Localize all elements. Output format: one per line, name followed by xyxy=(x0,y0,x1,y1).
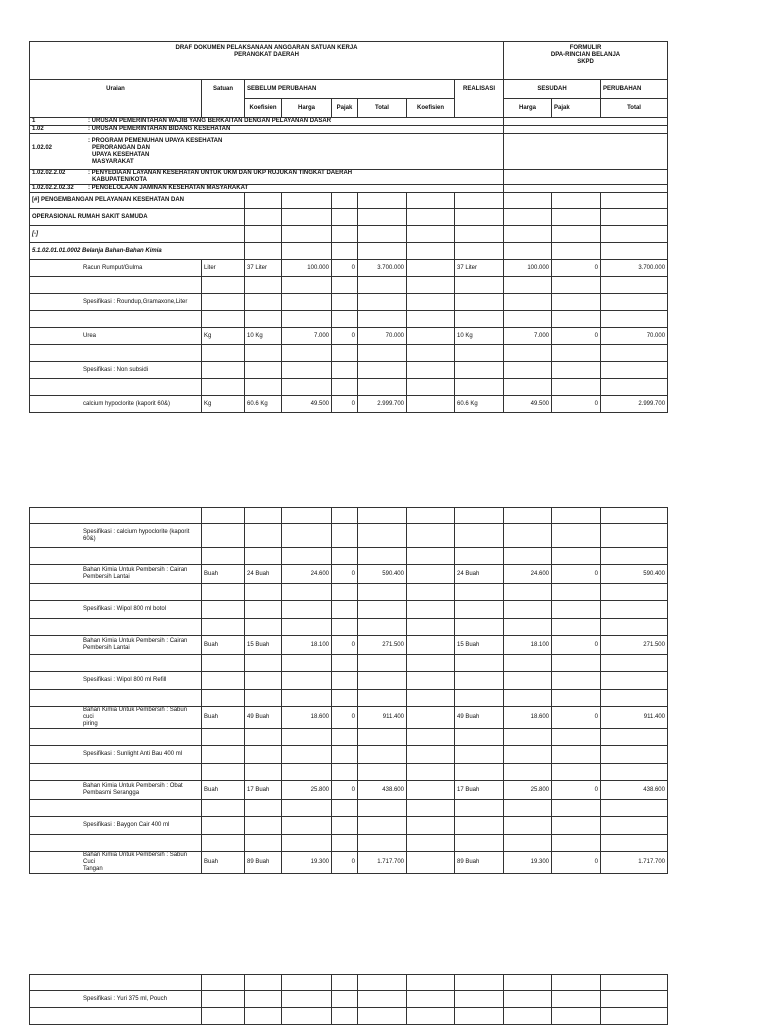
item-harga: 24.600 xyxy=(282,565,332,584)
item-spec: Spesifikasi : Yuri 375 ml, Pouch xyxy=(30,991,202,1008)
item-koef: 24 Buah xyxy=(245,565,282,584)
table-row xyxy=(30,991,668,1008)
code-desc-4: MASYARAKAT xyxy=(92,158,134,165)
item-total: 271.500 xyxy=(358,636,407,655)
item-name: Bahan Kimia Untuk Pembersih : Sabun Cuci xyxy=(83,852,188,865)
code-desc: : PROGRAM PEMENUHAN UPAYA KESEHATAN xyxy=(88,137,223,144)
table-row xyxy=(30,852,668,874)
item-total: 2.999.700 xyxy=(358,396,407,413)
item-koef-2: 49 Buah xyxy=(455,707,504,729)
item-koef-2: 24 Buah xyxy=(455,565,504,584)
item-total-2: 1.717.700 xyxy=(601,852,668,874)
subkegiatan-line1: [#] PENGEMBANGAN PELAYANAN KESEHATAN DAN xyxy=(30,193,245,209)
item-total-2: 70.000 xyxy=(601,328,668,345)
item-total: 911.400 xyxy=(358,707,407,729)
item-total-2: 438.600 xyxy=(601,781,668,800)
item-total: 3.700.000 xyxy=(358,260,407,277)
item-name-2: Pembersih Lantai xyxy=(83,645,130,651)
item-koef: 15 Buah xyxy=(245,636,282,655)
code-desc-2: KABUPATEN/KOTA xyxy=(92,177,147,183)
table-row xyxy=(30,601,668,619)
doc-title-line2: PERANGKAT DAERAH xyxy=(234,52,299,58)
item-harga-2: 18.100 xyxy=(504,636,552,655)
item-satuan: Kg xyxy=(202,328,245,345)
item-spec: Spesifikasi : calcium hypoclorite (kaporit xyxy=(83,528,190,535)
item-pajak: 0 xyxy=(332,707,358,729)
code-row xyxy=(30,170,668,185)
item-total-2: 590.400 xyxy=(601,565,668,584)
table-row xyxy=(30,636,668,655)
col-sebelum: SEBELUM PERUBAHAN xyxy=(245,80,455,99)
item-name: Bahan Kimia Untuk Pembersih : Cairan xyxy=(83,638,188,644)
doc-title-cell xyxy=(30,42,504,80)
subkegiatan-bracket: [-] xyxy=(30,226,245,243)
col-harga: Harga xyxy=(282,99,332,118)
form-title-line3: SKPD xyxy=(577,59,594,65)
code: 1.02.02.2.02.32 xyxy=(32,185,74,191)
item-harga-2: 7.000 xyxy=(504,328,552,345)
item-koef: 17 Buah xyxy=(245,781,282,800)
item-total-2: 271.500 xyxy=(601,636,668,655)
item-spec: Spesifikasi : Non subsidi xyxy=(30,362,202,379)
rincian-table-page2 xyxy=(29,507,668,874)
col-koefisien: Koefisien xyxy=(245,99,282,118)
item-pajak: 0 xyxy=(332,852,358,874)
item-satuan: Buah xyxy=(202,707,245,729)
item-name: Urea xyxy=(30,328,202,345)
item-name: Bahan Kimia Untuk Pembersih : Sabun cuci xyxy=(83,707,188,720)
code-row xyxy=(30,134,668,170)
item-koef: 60.6 Kg xyxy=(245,396,282,413)
item-name-2: Pembersih Lantai xyxy=(83,574,130,580)
item-pajak: 0 xyxy=(332,781,358,800)
col-uraian: Uraian xyxy=(30,80,202,118)
item-pajak-2: 0 xyxy=(552,781,601,800)
subkegiatan-line2: OPERASIONAL RUMAH SAKIT SAMUDA xyxy=(30,209,245,226)
item-koef: 49 Buah xyxy=(245,707,282,729)
item-pajak: 0 xyxy=(332,636,358,655)
item-name-2: Pembasmi Serangga xyxy=(83,790,140,796)
item-harga: 19.300 xyxy=(282,852,332,874)
code: 1.02.02.2.02 xyxy=(32,170,66,176)
item-pajak-2: 0 xyxy=(552,260,601,277)
item-spec: Spesifikasi : Wipol 800 ml Refill xyxy=(30,672,202,690)
item-total: 590.400 xyxy=(358,565,407,584)
form-title-line1: FORMULIR xyxy=(569,45,602,51)
item-pajak-2: 0 xyxy=(552,707,601,729)
item-koef: 89 Buah xyxy=(245,852,282,874)
item-name: calcium hypoclorite (kaporit 60&) xyxy=(30,396,202,413)
item-koef-2: 60.6 Kg xyxy=(455,396,504,413)
item-pajak-2: 0 xyxy=(552,328,601,345)
item-spec: Spesifikasi : Roundup,Gramaxone,Liter xyxy=(30,294,202,311)
item-pajak-2: 0 xyxy=(552,852,601,874)
item-harga: 7.000 xyxy=(282,328,332,345)
rincian-table-page3 xyxy=(29,974,668,1025)
item-total: 1.717.700 xyxy=(358,852,407,874)
item-pajak: 0 xyxy=(332,328,358,345)
table-row xyxy=(30,565,668,584)
item-name: Racun Rumput/Gulma xyxy=(30,260,202,277)
item-spec: Spesifikasi : Sunlight Anti Bau 400 ml xyxy=(30,746,202,764)
item-harga: 100.000 xyxy=(282,260,332,277)
item-harga: 18.100 xyxy=(282,636,332,655)
table-row xyxy=(30,746,668,764)
item-satuan: Liter xyxy=(202,260,245,277)
code-desc: : PENGELOLAAN JAMINAN KESEHATAN MASYARAKAT xyxy=(88,185,249,191)
item-pajak: 0 xyxy=(332,396,358,413)
item-total: 438.600 xyxy=(358,781,407,800)
code-row xyxy=(30,185,668,193)
item-total-2: 3.700.000 xyxy=(601,260,668,277)
item-pajak: 0 xyxy=(332,565,358,584)
code-desc-2: PERORANGAN DAN xyxy=(92,144,151,151)
col-pajak-2: Pajak xyxy=(552,99,601,118)
form-title-line2: DPA-RINCIAN BELANJA xyxy=(550,52,621,58)
item-name: Bahan Kimia Untuk Pembersih : Cairan xyxy=(83,567,188,573)
item-satuan: Buah xyxy=(202,781,245,800)
item-satuan: Kg xyxy=(202,396,245,413)
col-harga-2: Harga xyxy=(504,99,552,118)
table-row xyxy=(30,328,668,345)
item-koef: 37 Liter xyxy=(245,260,282,277)
code-desc: : URUSAN PEMERINTAHAN WAJIB YANG BERKAITAN DENGAN PELAYANAN DASAR xyxy=(88,118,332,124)
item-harga-2: 19.300 xyxy=(504,852,552,874)
item-pajak-2: 0 xyxy=(552,396,601,413)
table-row xyxy=(30,396,668,413)
item-satuan: Buah xyxy=(202,565,245,584)
item-name: Bahan Kimia Untuk Pembersih : Obat xyxy=(83,783,183,789)
table-row xyxy=(30,294,668,311)
account-name: 5.1.02.01.01.0002 Belanja Bahan-Bahan Kimia xyxy=(30,243,245,260)
item-total-2: 911.400 xyxy=(601,707,668,729)
table-row xyxy=(30,781,668,800)
item-pajak-2: 0 xyxy=(552,565,601,584)
item-harga-2: 100.000 xyxy=(504,260,552,277)
table-row xyxy=(30,817,668,835)
item-pajak-2: 0 xyxy=(552,636,601,655)
item-koef-2: 17 Buah xyxy=(455,781,504,800)
code-desc: : PENYEDIAAN LAYANAN KESEHATAN UNTUK UKM DAN UKP RUJUKAN TINGKAT DAERAH xyxy=(88,170,353,176)
item-koef-2: 89 Buah xyxy=(455,852,504,874)
col-total-2: Total xyxy=(601,99,668,118)
code-row xyxy=(30,126,668,134)
item-harga-2: 49.500 xyxy=(504,396,552,413)
col-realisasi: REALISASI xyxy=(455,80,504,118)
item-satuan: Buah xyxy=(202,852,245,874)
item-harga-2: 18.600 xyxy=(504,707,552,729)
item-koef: 10 Kg xyxy=(245,328,282,345)
table-row xyxy=(30,260,668,277)
code: 1.02 xyxy=(32,126,44,132)
col-satuan: Satuan xyxy=(202,80,245,118)
item-pajak: 0 xyxy=(332,260,358,277)
table-row xyxy=(30,707,668,729)
doc-title-line1: DRAF DOKUMEN PELAKSANAAN ANGGARAN SATUAN KERJA xyxy=(175,45,358,51)
item-harga: 18.600 xyxy=(282,707,332,729)
item-spec: Spesifikasi : Baygon Cair 400 ml xyxy=(30,817,202,835)
col-pajak: Pajak xyxy=(332,99,358,118)
item-name-2: piring xyxy=(83,721,98,727)
item-koef-2: 37 Liter xyxy=(455,260,504,277)
table-row xyxy=(30,524,668,548)
code: 1.02.02 xyxy=(32,144,53,151)
col-perubahan: PERUBAHAN xyxy=(601,80,668,99)
col-total: Total xyxy=(358,99,407,118)
code-desc: : URUSAN PEMERINTAHAN BIDANG KESEHATAN xyxy=(88,126,231,132)
code-desc-3: UPAYA KESEHATAN xyxy=(92,151,150,158)
item-spec-2: 60&) xyxy=(83,535,96,542)
form-title-cell xyxy=(504,42,668,80)
col-koefisien-2: Koefisien xyxy=(407,99,455,118)
code: 1 xyxy=(32,118,36,124)
item-koef-2: 15 Buah xyxy=(455,636,504,655)
code-row xyxy=(30,118,668,126)
item-harga: 25.800 xyxy=(282,781,332,800)
table-row xyxy=(30,672,668,690)
table-row xyxy=(30,362,668,379)
rincian-table-page1 xyxy=(29,41,668,413)
item-spec: Spesifikasi : Wipol 800 ml botol xyxy=(30,601,202,619)
item-harga-2: 24.600 xyxy=(504,565,552,584)
item-harga-2: 25.800 xyxy=(504,781,552,800)
item-total-2: 2.999.700 xyxy=(601,396,668,413)
col-sesudah: SESUDAH xyxy=(504,80,601,99)
item-harga: 49.500 xyxy=(282,396,332,413)
item-name-2: Tangan xyxy=(83,866,103,872)
item-satuan: Buah xyxy=(202,636,245,655)
item-total: 70.000 xyxy=(358,328,407,345)
item-koef-2: 10 Kg xyxy=(455,328,504,345)
